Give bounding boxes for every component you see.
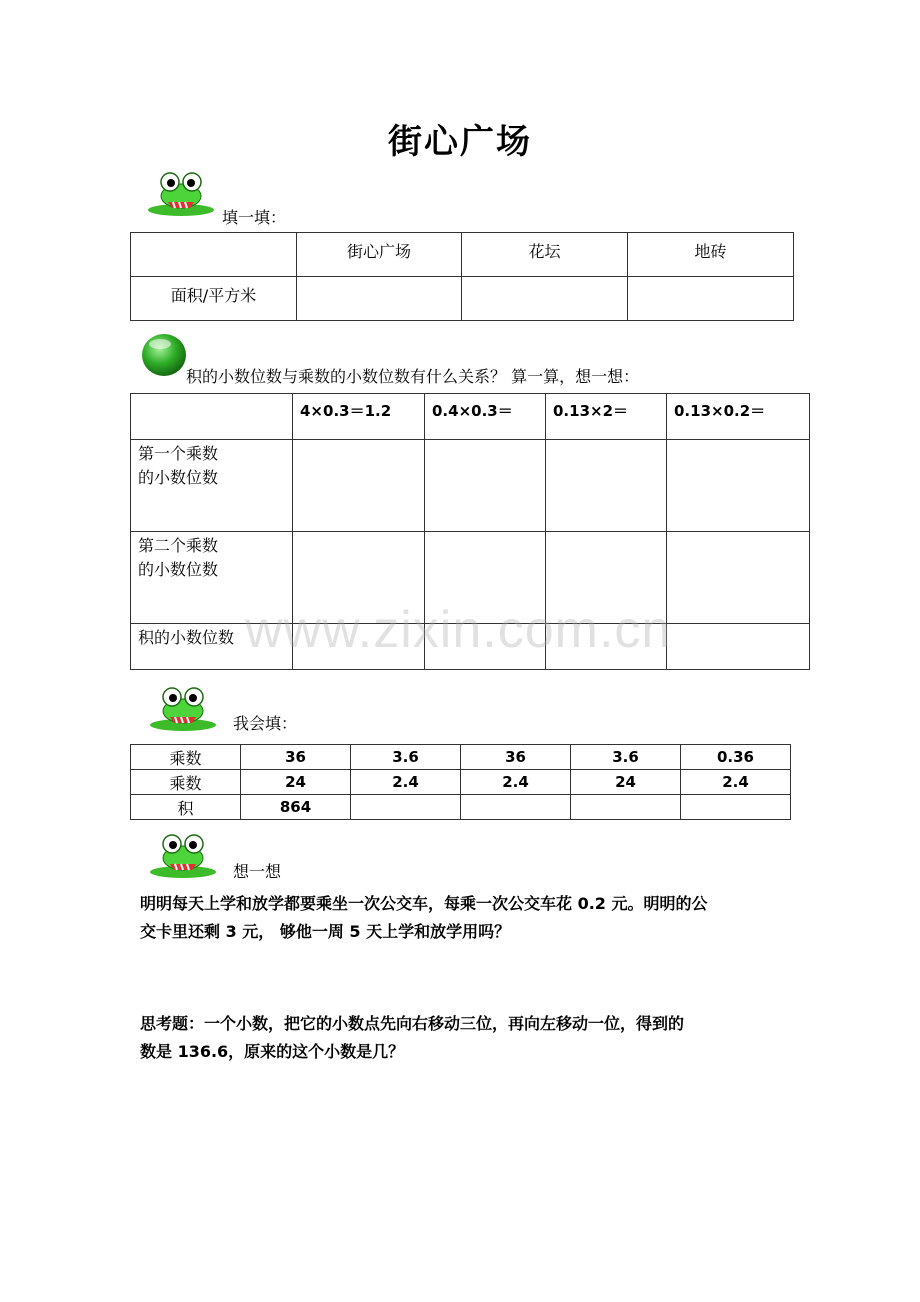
table-cell: 0.36	[681, 745, 791, 770]
table-header-cell: 地砖	[628, 233, 794, 277]
section-heading-think: 想一想	[233, 862, 282, 881]
answer-cell[interactable]	[667, 624, 810, 670]
table-cell: 2.4	[681, 770, 791, 795]
word-problem: 明明每天上学和放学都要乘坐一次公交车，每乘一次公交车花 0.2 元。明明的公 交卡里还剩 3 元， 够他一周 5 天上学和放学用吗？	[140, 894, 708, 941]
table-header-cell: 4×0.3＝1.2	[293, 394, 425, 440]
table-header-cell	[131, 233, 297, 277]
answer-cell[interactable]	[667, 532, 810, 624]
thinking-problem: 思考题：一个小数，把它的小数点先向右移动三位，再向左移动一位，得到的 数是 136.6，原来的这个小数是几？	[140, 1014, 685, 1061]
answer-cell[interactable]	[293, 440, 425, 532]
section-heading-fill: 填一填：	[222, 208, 287, 227]
table-header-cell: 0.13×0.2＝	[667, 394, 810, 440]
watermark: www.zixin.com.cn	[245, 601, 672, 659]
row-label: 乘数	[131, 745, 241, 770]
answer-cell[interactable]	[571, 795, 681, 820]
table-cell: 2.4	[351, 770, 461, 795]
row-label: 积	[131, 795, 241, 820]
row-label: 第二个乘数 的小数位数	[131, 532, 293, 624]
answer-cell[interactable]	[681, 795, 791, 820]
answer-cell[interactable]	[667, 440, 810, 532]
table-cell: 3.6	[351, 745, 461, 770]
table-cell: 24	[571, 770, 681, 795]
answer-cell[interactable]	[461, 795, 571, 820]
green-ball-icon	[140, 332, 188, 378]
table-cell: 864	[241, 795, 351, 820]
table-header-cell: 花坛	[462, 233, 628, 277]
area-table	[130, 232, 794, 321]
table-cell: 36	[461, 745, 571, 770]
page-title: 街心广场	[388, 122, 532, 162]
table-cell: 24	[241, 770, 351, 795]
answer-cell[interactable]	[546, 440, 667, 532]
row-label: 乘数	[131, 770, 241, 795]
table-cell: 2.4	[461, 770, 571, 795]
row-label: 面积/平方米	[131, 277, 297, 321]
table-cell: 36	[241, 745, 351, 770]
answer-cell[interactable]	[297, 277, 462, 321]
answer-cell[interactable]	[425, 440, 546, 532]
frog-icon	[148, 830, 218, 880]
row-label: 第一个乘数 的小数位数	[131, 440, 293, 532]
answer-cell[interactable]	[628, 277, 794, 321]
row-label: 积的小数位数	[131, 624, 293, 670]
table-header-cell: 0.4×0.3＝	[425, 394, 546, 440]
section-heading-i-can-fill: 我会填：	[233, 714, 298, 733]
table-header-cell: 0.13×2＝	[546, 394, 667, 440]
section-heading-relation: 积的小数位数与乘数的小数位数有什么关系？ 算一算，想一想：	[186, 367, 640, 386]
answer-cell[interactable]	[462, 277, 628, 321]
table-header-cell: 街心广场	[297, 233, 462, 277]
table-header-cell	[131, 394, 293, 440]
frog-icon	[148, 683, 218, 733]
multiplication-table	[130, 744, 791, 820]
frog-icon	[146, 168, 216, 218]
answer-cell[interactable]	[351, 795, 461, 820]
table-cell: 3.6	[571, 745, 681, 770]
